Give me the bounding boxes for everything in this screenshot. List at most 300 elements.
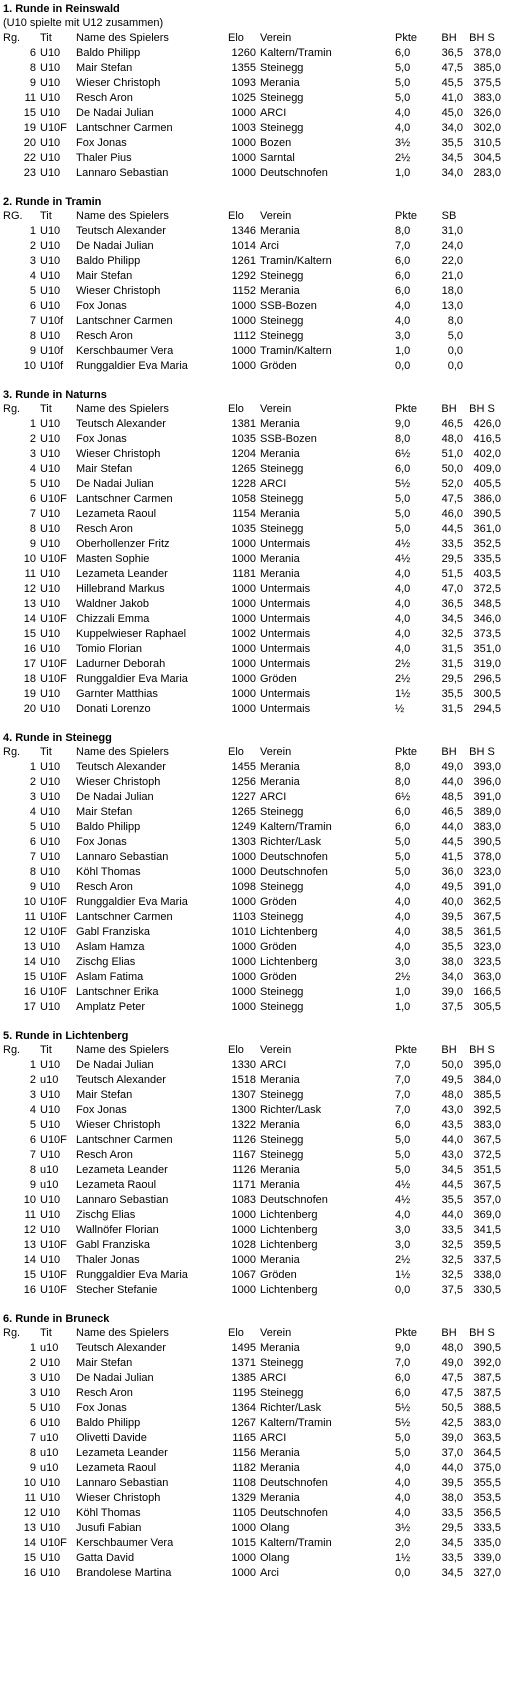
cell-bhs	[463, 329, 501, 344]
cell-bh: 48,0	[441, 1089, 463, 1101]
cell-name: Oberhollenzer Fritz	[76, 538, 170, 550]
cell-elo: 1261	[231, 255, 256, 267]
cell-bh: 46,5	[441, 806, 463, 818]
cell-rg: 14	[23, 1254, 36, 1266]
cell-name: Runggaldier Eva Maria	[76, 1269, 188, 1281]
cell-bhs: 372,5	[473, 1149, 501, 1161]
cell-tit: U10	[40, 956, 61, 968]
cell-name: Kuppelwieser Raphael	[76, 628, 187, 640]
cell-elo: 1167	[232, 1149, 256, 1161]
header-pkte: Pkte	[395, 1044, 418, 1056]
cell-name: Chizzali Emma	[76, 613, 150, 625]
cell-bh: 31,5	[441, 658, 463, 670]
cell-tit: U10F	[40, 971, 67, 983]
cell-verein: Olang	[260, 1552, 290, 1564]
cell-pkte: 5,0	[395, 523, 411, 535]
cell-pkte: 6½	[395, 448, 411, 460]
table-row	[3, 940, 509, 955]
cell-verein: Untermais	[260, 613, 311, 625]
cell-name: Lezameta Leander	[76, 568, 168, 580]
cell-pkte: 1,0	[395, 1001, 411, 1013]
cell-verein: Sarntal	[260, 152, 295, 164]
cell-pkte: 3,0	[395, 1239, 411, 1251]
cell-pkte: 4,0	[395, 881, 411, 893]
cell-name: Wieser Christoph	[76, 77, 161, 89]
cell-bh: 44,5	[441, 523, 463, 535]
cell-bh: 29,5	[441, 673, 463, 685]
cell-elo: 1330	[231, 1059, 256, 1071]
cell-elo: 1000	[231, 851, 256, 863]
cell-bh: 37,5	[441, 1284, 463, 1296]
cell-pkte: 3½	[395, 1522, 411, 1534]
cell-rg: 12	[23, 1224, 36, 1236]
header-name: Name des Spielers	[76, 746, 169, 758]
header-name: Name des Spielers	[76, 32, 169, 44]
cell-name: Brandolese Martina	[76, 1567, 172, 1579]
cell-rg: 1	[29, 761, 36, 773]
cell-verein: Merania	[260, 761, 300, 773]
cell-name: Masten Sophie	[76, 553, 150, 565]
cell-bh: 43,5	[441, 1119, 463, 1131]
cell-verein: Steinegg	[260, 1387, 304, 1399]
cell-name: Teutsch Alexander	[76, 1342, 166, 1354]
cell-elo: 1249	[231, 821, 256, 833]
cell-rg: 1	[29, 1059, 36, 1071]
cell-tit: U10	[40, 1254, 61, 1266]
cell-elo: 1025	[231, 92, 256, 104]
cell-rg: 15	[23, 1269, 36, 1281]
cell-rg: 1	[29, 418, 36, 430]
cell-verein: Gröden	[260, 941, 297, 953]
cell-tit: U10	[40, 1001, 61, 1013]
header-bh: BH	[441, 746, 457, 758]
cell-name: Lannaro Sebastian	[76, 167, 169, 179]
cell-rg: 9	[29, 1179, 36, 1191]
cell-bh: 34,5	[441, 1164, 463, 1176]
cell-verein: Deutschnofen	[260, 866, 328, 878]
cell-pkte: 4,0	[395, 568, 411, 580]
cell-elo: 1000	[231, 152, 256, 164]
cell-bh: 34,5	[441, 1567, 463, 1579]
cell-verein: Merania	[260, 1492, 300, 1504]
table-row	[3, 970, 509, 985]
table-row	[3, 895, 509, 910]
header-tit: Tit	[40, 32, 52, 44]
cell-tit: U10	[40, 791, 61, 803]
cell-elo: 1112	[233, 330, 256, 342]
table-header	[3, 31, 509, 46]
cell-bhs: 405,5	[473, 478, 501, 490]
cell-bhs: 372,5	[473, 583, 501, 595]
cell-pkte: 7,0	[395, 1089, 411, 1101]
cell-rg: 7	[29, 508, 36, 520]
cell-pkte: 8,0	[395, 225, 411, 237]
cell-name: Lezameta Raoul	[76, 1462, 157, 1474]
round-title: 3. Runde in Naturns	[3, 389, 107, 401]
cell-bhs: 387,5	[473, 1387, 501, 1399]
cell-elo: 1256	[231, 776, 256, 788]
table-row	[3, 46, 509, 61]
cell-verein: Untermais	[260, 628, 311, 640]
cell-name: Thaler Pius	[76, 152, 132, 164]
cell-elo: 1455	[231, 761, 256, 773]
table-row	[3, 1073, 509, 1088]
cell-bhs: 351,5	[473, 1164, 501, 1176]
cell-bh: 31,5	[441, 703, 463, 715]
cell-tit: U10F	[40, 1269, 67, 1281]
cell-rg: 2	[29, 776, 36, 788]
cell-name: Thaler Jonas	[76, 1254, 140, 1266]
cell-elo: 1195	[232, 1387, 256, 1399]
cell-name: Fox Jonas	[76, 836, 127, 848]
cell-bh: 39,5	[441, 911, 463, 923]
cell-rg: 16	[23, 643, 36, 655]
cell-rg: 10	[23, 896, 36, 908]
table-row	[3, 1476, 509, 1491]
cell-pkte: 0,0	[395, 1284, 411, 1296]
cell-bhs: 403,5	[473, 568, 501, 580]
cell-verein: ARCI	[260, 1432, 287, 1444]
cell-pkte: 0,0	[395, 360, 411, 372]
cell-verein: Merania	[260, 225, 300, 237]
header-verein: Verein	[260, 1044, 292, 1056]
cell-rg: 18	[23, 673, 36, 685]
cell-tit: U10	[40, 418, 61, 430]
cell-tit: U10	[40, 941, 61, 953]
cell-elo: 1227	[231, 791, 256, 803]
cell-tit: u10	[40, 1447, 59, 1459]
cell-bh: 39,0	[441, 1432, 463, 1444]
cell-pkte: 1½	[395, 688, 411, 700]
cell-verein: Merania	[260, 1462, 300, 1474]
cell-bh: 32,5	[441, 1254, 463, 1266]
cell-rg: 11	[24, 911, 36, 923]
cell-name: Lezameta Leander	[76, 1447, 168, 1459]
cell-name: Gatta David	[76, 1552, 135, 1564]
cell-verein: SSB-Bozen	[260, 300, 317, 312]
cell-bhs: 323,0	[473, 866, 501, 878]
cell-pkte: 4,0	[395, 628, 411, 640]
header-bhs: BH S	[469, 403, 495, 415]
cell-bh: 13,0	[441, 300, 463, 312]
cell-rg: 9	[29, 538, 36, 550]
cell-rg: 3	[29, 1387, 36, 1399]
cell-rg: 13	[23, 1522, 36, 1534]
cell-elo: 1000	[231, 1224, 256, 1236]
cell-verein: Gröden	[260, 360, 297, 372]
cell-name: De Nadai Julian	[76, 791, 154, 803]
cell-verein: Steinegg	[260, 911, 304, 923]
cell-rg: 9	[29, 881, 36, 893]
cell-verein: Merania	[260, 568, 300, 580]
cell-name: Gabl Franziska	[76, 926, 150, 938]
header-rg: RG.	[3, 210, 23, 222]
cell-name: Lantschner Carmen	[76, 1134, 173, 1146]
cell-name: Fox Jonas	[76, 137, 127, 149]
cell-tit: U10F	[40, 673, 67, 685]
cell-bh: 51,0	[441, 448, 463, 460]
table-row	[3, 269, 509, 284]
cell-tit: U10	[40, 152, 61, 164]
cell-rg: 7	[29, 1432, 36, 1444]
cell-bhs: 390,5	[473, 1342, 501, 1354]
cell-bhs	[463, 224, 501, 239]
cell-name: De Nadai Julian	[76, 1372, 154, 1384]
cell-pkte: 8,0	[395, 761, 411, 773]
cell-elo: 1364	[231, 1402, 256, 1414]
cell-name: Wieser Christoph	[76, 776, 161, 788]
table-row	[3, 642, 509, 657]
cell-verein: Kaltern/Tramin	[260, 821, 332, 833]
cell-rg: 15	[23, 107, 36, 119]
cell-pkte: 4,0	[395, 598, 411, 610]
cell-pkte: 7,0	[395, 1074, 411, 1086]
cell-verein: Steinegg	[260, 986, 304, 998]
cell-tit: u10	[40, 1462, 59, 1474]
header-tit: Tit	[40, 1327, 52, 1339]
table-row	[3, 1446, 509, 1461]
cell-rg: 14	[23, 613, 36, 625]
table-row	[3, 1551, 509, 1566]
cell-bh: 5,0	[447, 330, 463, 342]
cell-rg: 17	[23, 1001, 36, 1013]
table-row	[3, 151, 509, 166]
cell-bh: 51,5	[441, 568, 463, 580]
cell-elo: 1105	[232, 1507, 256, 1519]
cell-tit: U10	[40, 240, 61, 252]
cell-pkte: 1½	[395, 1269, 411, 1281]
cell-pkte: 4,0	[395, 1209, 411, 1221]
cell-pkte: 5,0	[395, 508, 411, 520]
table-row	[3, 1148, 509, 1163]
header-elo: Elo	[228, 746, 244, 758]
cell-tit: U10	[40, 285, 61, 297]
cell-pkte: 6,0	[395, 285, 411, 297]
cell-bh: 49,0	[441, 1357, 463, 1369]
table-row	[3, 1506, 509, 1521]
cell-pkte: 4½	[395, 553, 411, 565]
round-note: (U10 spielte mit U12 zusammen)	[3, 17, 164, 29]
cell-name: Garnter Matthias	[76, 688, 158, 700]
table-row	[3, 582, 509, 597]
cell-verein: Gröden	[260, 971, 297, 983]
table-row	[3, 224, 509, 239]
cell-elo: 1265	[231, 806, 256, 818]
cell-tit: U10	[40, 62, 61, 74]
cell-bhs	[463, 269, 501, 284]
cell-elo: 1000	[231, 107, 256, 119]
header-name: Name des Spielers	[76, 1044, 169, 1056]
cell-elo: 1000	[231, 1552, 256, 1564]
cell-tit: U10	[40, 1507, 61, 1519]
cell-bh: 21,0	[441, 270, 463, 282]
cell-bh: 37,0	[441, 1447, 463, 1459]
cell-elo: 1000	[231, 1001, 256, 1013]
cell-bh: 33,5	[441, 1507, 463, 1519]
cell-bh: 35,5	[441, 688, 463, 700]
cell-bhs: 304,5	[473, 152, 501, 164]
cell-bh: 45,0	[441, 107, 463, 119]
table-row	[3, 702, 509, 717]
cell-verein: Tramin/Kaltern	[260, 345, 332, 357]
table-row	[3, 417, 509, 432]
table-row	[3, 1088, 509, 1103]
cell-pkte: 5,0	[395, 493, 411, 505]
cell-name: Fox Jonas	[76, 1402, 127, 1414]
cell-bhs: 364,5	[473, 1447, 501, 1459]
cell-name: Lezameta Leander	[76, 1164, 168, 1176]
table-header	[3, 209, 509, 224]
cell-verein: Steinegg	[260, 1001, 304, 1013]
cell-rg: 8	[29, 866, 36, 878]
table-row	[3, 1566, 509, 1581]
cell-rg: 2	[29, 433, 36, 445]
cell-verein: Bozen	[260, 137, 292, 149]
cell-name: Teutsch Alexander	[76, 761, 166, 773]
cell-name: Jusufi Fabian	[76, 1522, 142, 1534]
cell-tit: U10	[40, 107, 61, 119]
table-row	[3, 537, 509, 552]
cell-elo: 1058	[231, 493, 256, 505]
cell-name: Resch Aron	[76, 1387, 133, 1399]
cell-verein: Steinegg	[260, 1357, 304, 1369]
table-row	[3, 657, 509, 672]
table-header	[3, 402, 509, 417]
cell-pkte: 5,0	[395, 836, 411, 848]
cell-tit: U10F	[40, 926, 67, 938]
cell-bh: 35,5	[441, 137, 463, 149]
cell-bhs: 283,0	[473, 167, 501, 179]
cell-pkte: 4½	[395, 1179, 411, 1191]
table-row	[3, 91, 509, 106]
cell-elo: 1307	[231, 1089, 256, 1101]
cell-bh: 44,0	[441, 1134, 463, 1146]
table-row	[3, 925, 509, 940]
header-bh: BH	[441, 1044, 457, 1056]
cell-tit: U10	[40, 1402, 61, 1414]
cell-bhs: 391,0	[473, 881, 501, 893]
cell-tit: U10	[40, 1492, 61, 1504]
cell-rg: 8	[29, 62, 36, 74]
round-title: 5. Runde in Lichtenberg	[3, 1030, 129, 1042]
cell-verein: Lichtenberg	[260, 1224, 318, 1236]
round-section	[3, 195, 509, 374]
cell-rg: 17	[23, 658, 36, 670]
header-rg: Rg.	[3, 32, 21, 44]
cell-bhs: 326,0	[473, 107, 501, 119]
cell-verein: Steinegg	[260, 315, 304, 327]
cell-tit: U10	[40, 538, 61, 550]
cell-pkte: 5,0	[395, 62, 411, 74]
cell-name: Runggaldier Eva Maria	[76, 896, 188, 908]
cell-rg: 12	[23, 1507, 36, 1519]
cell-name: Lantschner Carmen	[76, 315, 173, 327]
cell-elo: 1000	[231, 1567, 256, 1579]
cell-pkte: 4,0	[395, 643, 411, 655]
cell-bh: 36,0	[441, 866, 463, 878]
cell-bhs: 323,0	[473, 941, 501, 953]
table-row	[3, 477, 509, 492]
cell-bhs: 300,5	[473, 688, 501, 700]
cell-pkte: 4,0	[395, 926, 411, 938]
cell-elo: 1329	[231, 1492, 256, 1504]
cell-tit: U10	[40, 776, 61, 788]
cell-tit: U10	[40, 1104, 61, 1116]
cell-bh: 47,5	[441, 62, 463, 74]
table-row	[3, 1133, 509, 1148]
table-row	[3, 462, 509, 477]
cell-rg: 6	[29, 1417, 36, 1429]
cell-rg: 4	[29, 463, 36, 475]
cell-verein: Tramin/Kaltern	[260, 255, 332, 267]
cell-name: De Nadai Julian	[76, 1059, 154, 1071]
cell-bhs: 356,5	[473, 1507, 501, 1519]
cell-bhs: 351,0	[473, 643, 501, 655]
cell-elo: 1000	[231, 538, 256, 550]
cell-rg: 9	[29, 77, 36, 89]
cell-verein: Untermais	[260, 703, 311, 715]
round-title: 4. Runde in Steinegg	[3, 732, 112, 744]
cell-bhs: 363,5	[473, 1432, 501, 1444]
cell-bhs: 338,0	[473, 1269, 501, 1281]
cell-tit: U10	[40, 1417, 61, 1429]
table-row	[3, 1401, 509, 1416]
table-row	[3, 1058, 509, 1073]
cell-bh: 36,5	[441, 598, 463, 610]
cell-tit: U10	[40, 137, 61, 149]
cell-verein: Steinegg	[260, 806, 304, 818]
cell-bh: 34,5	[441, 613, 463, 625]
cell-pkte: 4,0	[395, 613, 411, 625]
cell-rg: 20	[23, 703, 36, 715]
cell-verein: Lichtenberg	[260, 1284, 318, 1296]
cell-name: Ladurner Deborah	[76, 658, 166, 670]
table-row	[3, 492, 509, 507]
table-row	[3, 627, 509, 642]
cell-rg: 16	[23, 1567, 36, 1579]
cell-pkte: 5,0	[395, 1134, 411, 1146]
cell-bhs: 294,5	[473, 703, 501, 715]
cell-rg: 20	[23, 137, 36, 149]
table-row	[3, 910, 509, 925]
header-elo: Elo	[228, 32, 244, 44]
cell-name: Lantschner Erika	[76, 986, 159, 998]
cell-rg: 1	[29, 1342, 36, 1354]
cell-rg: 8	[29, 1447, 36, 1459]
cell-tit: U10	[40, 836, 61, 848]
cell-bh: 0,0	[447, 360, 463, 372]
cell-tit: U10f	[40, 315, 64, 327]
cell-pkte: 1,0	[395, 345, 411, 357]
cell-pkte: 7,0	[395, 1059, 411, 1071]
cell-pkte: 1,0	[395, 986, 411, 998]
cell-bh: 18,0	[441, 285, 463, 297]
cell-name: De Nadai Julian	[76, 107, 154, 119]
cell-tit: u10	[40, 1164, 59, 1176]
table-row	[3, 329, 509, 344]
cell-name: Lantschner Carmen	[76, 122, 173, 134]
cell-pkte: 4½	[395, 538, 411, 550]
cell-verein: ARCI	[260, 478, 287, 490]
cell-tit: U10	[40, 1119, 61, 1131]
cell-elo: 1028	[231, 1239, 256, 1251]
cell-tit: U10	[40, 270, 61, 282]
cell-verein: ARCI	[260, 1372, 287, 1384]
cell-name: Aslam Hamza	[76, 941, 145, 953]
cell-bhs: 384,0	[473, 1074, 501, 1086]
cell-elo: 1228	[231, 478, 256, 490]
table-row	[3, 1341, 509, 1356]
